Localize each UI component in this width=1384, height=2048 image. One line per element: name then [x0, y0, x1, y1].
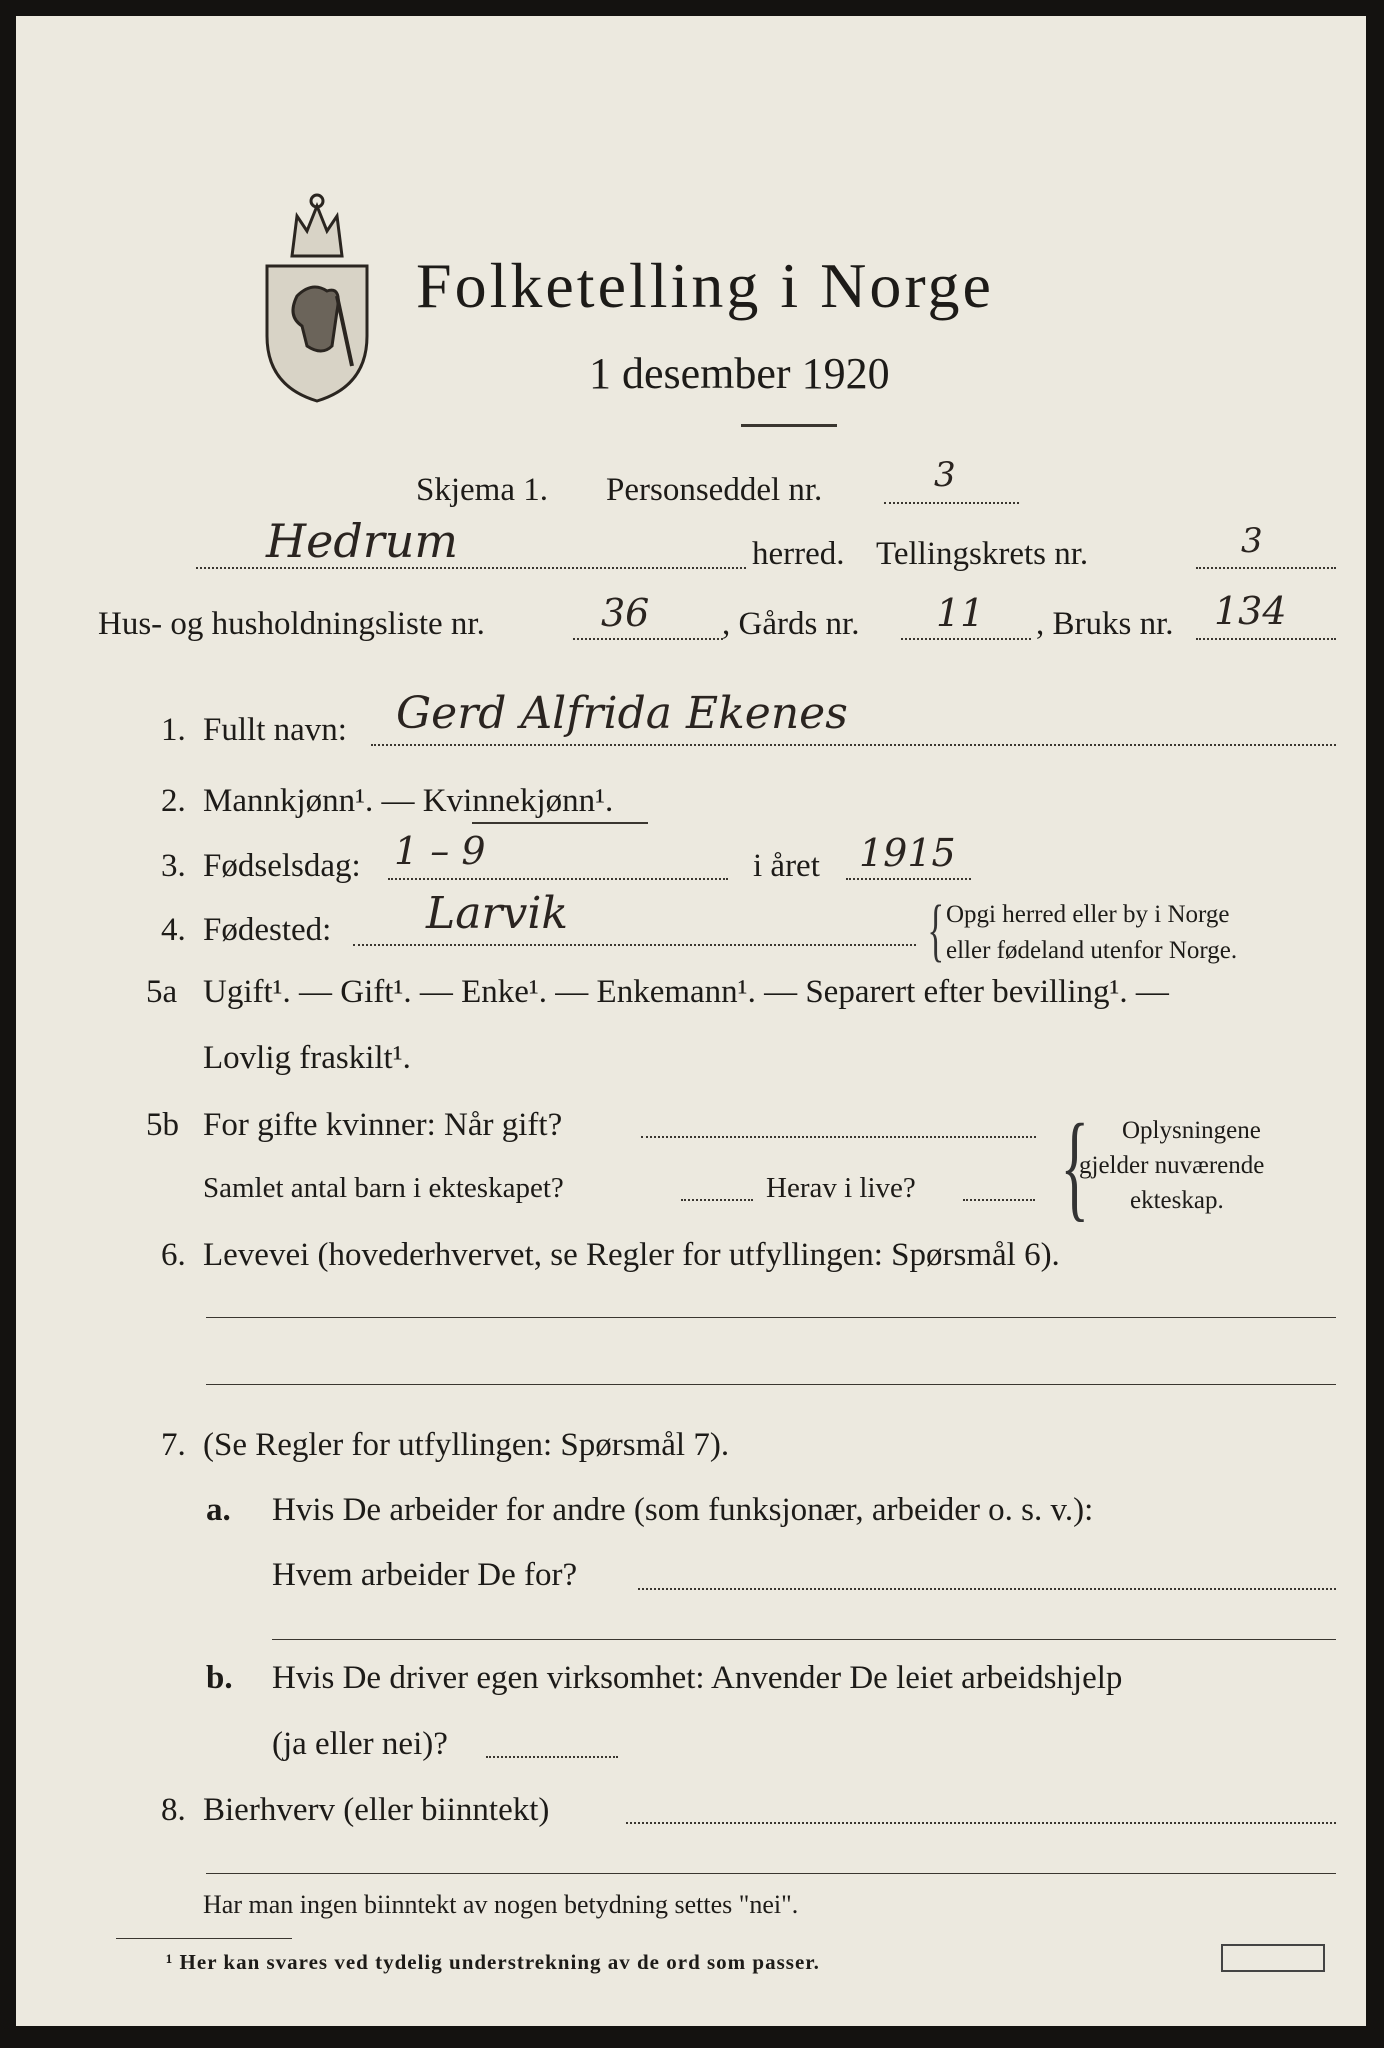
- q1-number: 1.: [161, 712, 186, 748]
- husholdningsliste-label: Hus- og husholdningsliste nr.: [98, 606, 485, 642]
- q7a-line2: Hvem arbeider De for?: [272, 1557, 578, 1593]
- q4-note-line1: Opgi herred eller by i Norge: [946, 901, 1230, 928]
- q7-label: (Se Regler for utfyllingen: Spørsmål 7).: [203, 1427, 730, 1463]
- q5b-number: 5b: [146, 1107, 179, 1143]
- q6-number: 6.: [161, 1237, 186, 1273]
- q4-brace: {: [927, 892, 945, 969]
- q8-note: Har man ingen biinntekt av nogen betydning settes "nei".: [203, 1890, 799, 1919]
- children-alive-field[interactable]: [963, 1199, 1035, 1201]
- q1-label: Fullt navn:: [203, 712, 347, 748]
- husholdningsliste-value: 36: [601, 591, 650, 635]
- q5b-note-line1: Oplysningene: [1122, 1117, 1261, 1144]
- side-income-field[interactable]: [626, 1822, 1336, 1824]
- kvinnekjonn-underline: [472, 822, 648, 824]
- tellingskrets-label: Tellingskrets nr.: [876, 536, 1089, 572]
- q5a-number: 5a: [146, 974, 178, 1010]
- q3-label: Fødselsdag:: [203, 848, 361, 884]
- gards-label: , Gårds nr.: [722, 606, 860, 642]
- employer-field-line2[interactable]: [272, 1639, 1336, 1640]
- q7-number: 7.: [161, 1427, 186, 1463]
- tellingskrets-value: 3: [1241, 521, 1263, 561]
- tellingskrets-field[interactable]: [1196, 567, 1336, 569]
- birthday-field[interactable]: [388, 878, 728, 880]
- q7a-letter: a.: [206, 1492, 231, 1528]
- birthday-value: 1 – 9: [394, 829, 486, 873]
- coat-of-arms-icon: [252, 186, 382, 406]
- census-form-page: [16, 16, 1366, 2026]
- personseddel-field[interactable]: [884, 502, 1019, 504]
- occupation-field-line2[interactable]: [206, 1384, 1336, 1385]
- q2-number: 2.: [161, 783, 186, 819]
- bruks-field[interactable]: [1196, 638, 1336, 640]
- birthplace-value: Larvik: [426, 888, 569, 939]
- birthplace-field[interactable]: [353, 944, 916, 946]
- q8-number: 8.: [161, 1792, 186, 1828]
- footnote-divider: [116, 1938, 292, 1939]
- personseddel-value: 3: [934, 455, 956, 495]
- full-name-field[interactable]: [371, 744, 1336, 746]
- q2-label: Mannkjønn¹. — Kvinnekjønn¹.: [203, 783, 614, 819]
- q3-number: 3.: [161, 848, 186, 884]
- q8-label: Bierhverv (eller biinntekt): [203, 1792, 550, 1828]
- q5b-label: For gifte kvinner: Når gift?: [203, 1107, 563, 1143]
- hired-help-field[interactable]: [486, 1756, 618, 1758]
- children-total-field[interactable]: [681, 1199, 753, 1201]
- q7b-line2: (ja eller nei)?: [272, 1726, 448, 1762]
- side-income-field-line2[interactable]: [206, 1873, 1336, 1874]
- q5a-line1: Ugift¹. — Gift¹. — Enke¹. — Enkemann¹. — Separert efter bevilling¹. —: [203, 974, 1169, 1010]
- q5b-note-line3: ekteskap.: [1130, 1187, 1224, 1214]
- form-title: Folketelling i Norge: [416, 250, 994, 321]
- census-date: 1 desember 1920: [589, 349, 890, 398]
- q4-number: 4.: [161, 912, 186, 948]
- personseddel-label: Personseddel nr.: [606, 472, 823, 508]
- title-divider: [741, 424, 837, 427]
- occupation-field-line1[interactable]: [206, 1317, 1336, 1318]
- q6-label: Levevei (hovederhvervet, se Regler for utfyllingen: Spørsmål 6).: [203, 1237, 1060, 1273]
- married-date-field[interactable]: [641, 1136, 1036, 1138]
- q4-label: Fødested:: [203, 912, 332, 948]
- bruks-label: , Bruks nr.: [1036, 606, 1174, 642]
- full-name-value: Gerd Alfrida Ekenes: [396, 688, 848, 739]
- q7b-line1: Hvis De driver egen virksomhet: Anvender De leiet arbeidshjelp: [272, 1660, 1123, 1696]
- printer-stamp: [1221, 1944, 1325, 1972]
- gards-value: 11: [936, 591, 985, 635]
- q5a-line2: Lovlig fraskilt¹.: [203, 1040, 411, 1076]
- herred-value: Hedrum: [266, 514, 459, 568]
- husholdningsliste-field[interactable]: [573, 638, 723, 640]
- q5b-note-line2: gjelder nuværende: [1079, 1152, 1265, 1179]
- q4-note-line2: eller fødeland utenfor Norge.: [946, 937, 1238, 964]
- q5b-brace: {: [1060, 1099, 1090, 1232]
- footnote: ¹ Her kan svares ved tydelig understrekning av de ord som passer.: [166, 1950, 820, 1974]
- q7a-line1: Hvis De arbeider for andre (som funksjonær, arbeider o. s. v.):: [272, 1492, 1094, 1528]
- q7b-letter: b.: [206, 1660, 233, 1696]
- birth-year-field[interactable]: [846, 878, 971, 880]
- birth-year-value: 1915: [859, 831, 956, 875]
- schema-label: Skjema 1.: [416, 472, 548, 508]
- bruks-value: 134: [1214, 589, 1287, 633]
- q3-year-label: i året: [753, 848, 820, 884]
- children-alive-label: Herav i live?: [766, 1172, 916, 1204]
- employer-field[interactable]: [638, 1588, 1336, 1590]
- children-total-label: Samlet antal barn i ekteskapet?: [203, 1172, 564, 1204]
- herred-label: herred.: [752, 536, 845, 572]
- gards-field[interactable]: [901, 638, 1031, 640]
